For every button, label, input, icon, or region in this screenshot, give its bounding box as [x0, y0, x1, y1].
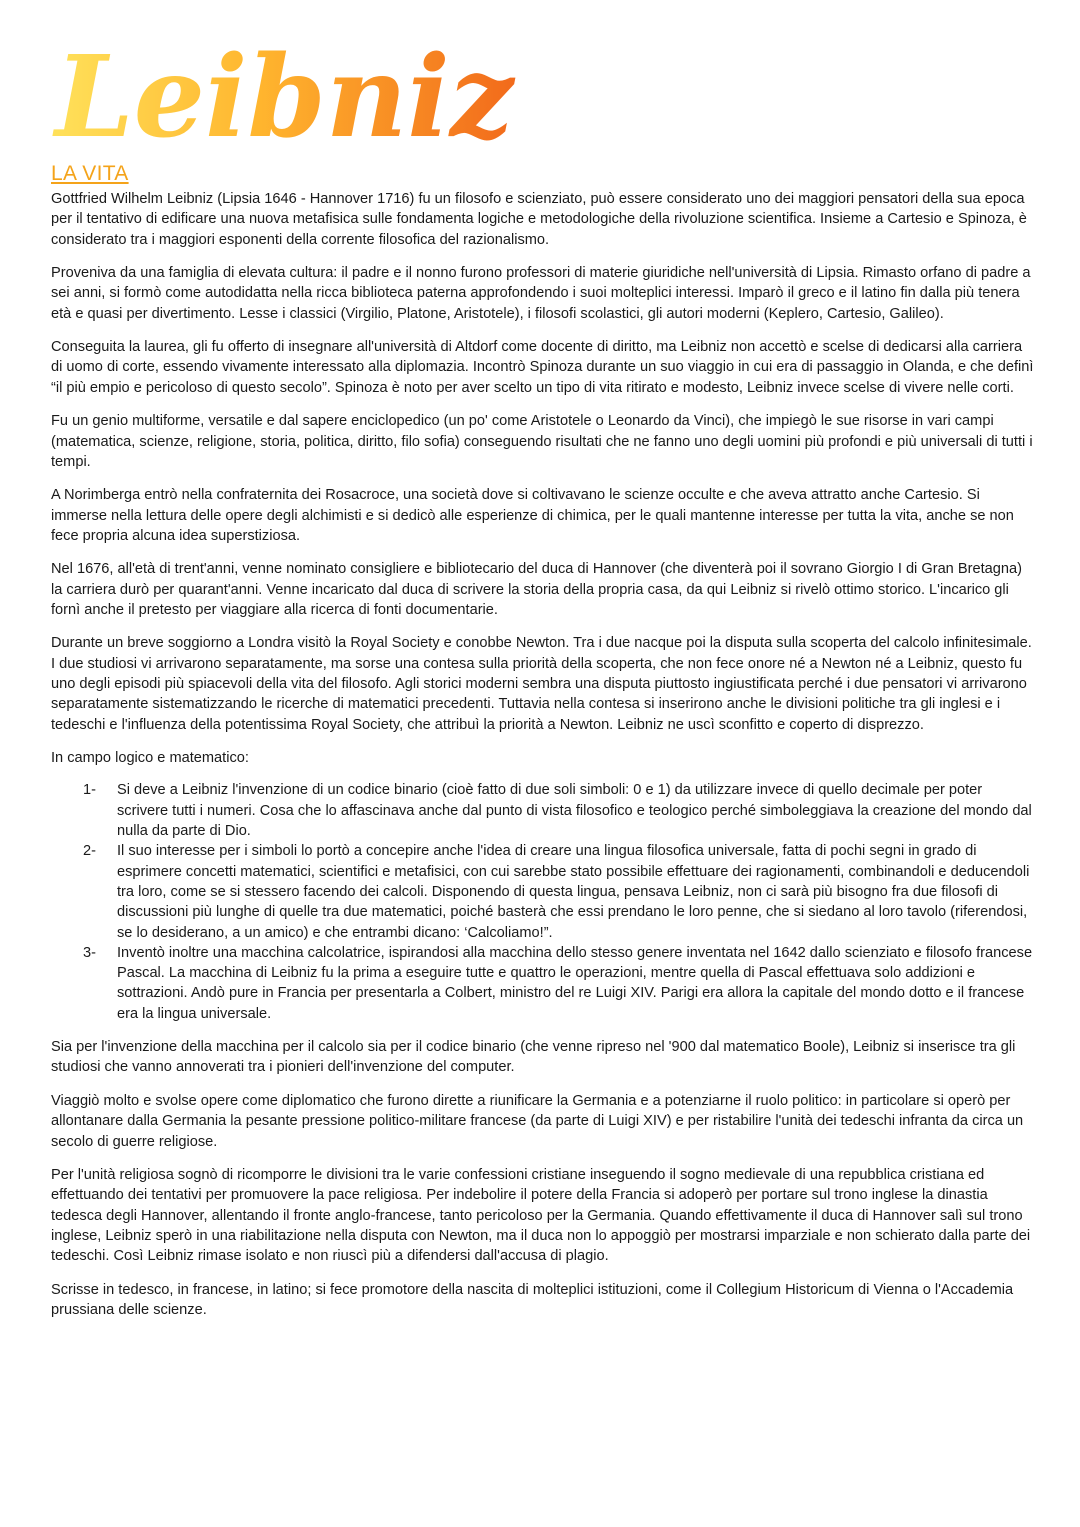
section-heading: LA VITA	[51, 162, 129, 185]
logo-text: Leibniz	[55, 32, 514, 163]
list-item-text: Il suo interesse per i simboli lo portò a concepire anche l'idea di creare una lingua filosofica universale, fatta di pochi segni in grado di esprimere concetti matematici, scientifici e metafisici, con cui sarebbe stato possibile effettuare dei ragionamenti, combinandoli e deducendoli tra loro, come se si stessero facendo dei calcoli. Disponendo di questa lingua, pensava Leibniz, non ci sarà più bisogno fra due filosofi di discussioni più lunghe di quelle tra due matematici, poiché basterà che essi prendano le loro penne, che si siedano al loro tavolo (riferendosi, se lo desiderano, a un amico) e che entrambi dicano: ‘Calcoliamo!”.	[117, 843, 1030, 941]
paragraph-genius: Fu un genio multiforme, versatile e dal sapere enciclopedico (un po' come Aristotele o Leonardo da Vinci), che impiegò le sue risorse in vari campi (matematica, scienze, religione, storia, politica, diritto, filo sofia) conseguendo risultati che ne fanno uno degli uomini più profondi e più universali di tutti i tempi.	[51, 413, 1033, 470]
leibniz-title-logo	[55, 28, 514, 168]
paragraph-career: Conseguita la laurea, gli fu offerto di insegnare all'università di Altdorf come docente di diritto, ma Leibniz non accettò e scelse di dedicarsi alla carriera di uomo di corte, essendo vivamente interessato alla diplomazia. Incontrò Spinoza durante un suo viaggio in cui era di passaggio in Olanda, e che definì “il più empio e pericoloso di questo secolo”. Spinoza è noto per aver scelto un tipo di vita ritirato e modesto, Leibniz invece scelse di vivere nelle corti.	[51, 339, 1034, 396]
list-item-text: Si deve a Leibniz l'invenzione di un codice binario (cioè fatto di due soli simboli: 0 e 1) da utilizzare invece di quello decimale per poter scrivere tutti i numeri. Cosa che lo affascinava anche dal punto di vista filosofico e teologico perché simboleggiava la creazione del mondo dal nulla da parte di Dio.	[117, 782, 1032, 840]
paragraph-list-intro: In campo logico e matematico:	[51, 750, 249, 767]
paragraph-diplomacy: Viaggiò molto e svolse opere come diplomatico che furono dirette a riunificare la Germania e a potenziarne il ruolo politico: in particolare si operò per allontanare dalla Germania la pesante pressione politico-militare francese (da parte di Luigi XIV) e per ristabilire l'unità dei tedeschi infranta da circa un secolo di guerre religiose.	[51, 1092, 1024, 1150]
paragraph-hannover: Nel 1676, all'età di trent'anni, venne nominato consigliere e bibliotecario del duca di Hannover (che diventerà poi il sovrano Giorgio I di Gran Bretagna) la carriera durò per quarant'anni. Venne incaricato dal duca di scrivere la storia della propria casa, da qui Leibniz si rivelò ottimo storico. L'incarico gli fornì anche il pretesto per viaggiare alla ricerca di fonti documentarie.	[51, 561, 1022, 618]
numbered-list	[51, 780, 1036, 1024]
list-item-number: 1-	[83, 782, 96, 799]
paragraph-religious-unity: Per l'unità religiosa sognò di ricomporre le divisioni tra le varie confessioni cristiane inseguendo il sogno medievale di una repubblica cristiana ed effettuando dei tentativi per promuovere la pace religiosa. Per indebolire il potere della Francia si adoperò per portare sul trono inglese la dinastia tedesca degli Hannover, allentando il fronte anglo-francese, tanto pericoloso per la Germania. Quando effettivamente il duca di Hannover salì sul trono inglese, Leibniz sperò in una riabilitazione nella disputa con Newton, ma il duca non lo appoggiò per mostrarsi imparziale e non schierato dalla parte dei tedeschi. Così Leibniz rimase isolato e non riuscì più a difendersi dall'accusa di plagio.	[51, 1167, 1031, 1265]
list-item	[51, 943, 1036, 1024]
logo-graphic	[55, 28, 514, 168]
list-item-number: 3-	[83, 944, 96, 961]
list-item-text: Inventò inoltre una macchina calcolatrice, ispirandosi alla macchina dello stesso genere inventata nel 1642 dallo scienziato e filosofo francese Pascal. La macchina di Leibniz fu la prima a eseguire tutte e quattro le operazioni, mentre quella di Pascal effettuava solo addizioni e sottrazioni. Andò pure in Francia per presentarla a Colbert, ministro del re Luigi XIV. Parigi era allora la capitale del mondo dotto e il francese era la lingua universale.	[117, 944, 1033, 1022]
paragraph-family: Proveniva da una famiglia di elevata cultura: il padre e il nonno furono professori di materie giuridiche nell'università di Lipsia. Rimasto orfano di padre a sei anni, si formò come autodidatta nella ricca biblioteca paterna approfondendo i suoi molteplici interessi. Imparò il greco e il latino fin dalla più tenera età e quasi per divertimento. Lesse i classici (Virgilio, Platone, Aristotele), i filosofi scolastici, gli autori moderni (Keplero, Cartesio, Galileo).	[51, 265, 1031, 322]
paragraph-computer: Sia per l'invenzione della macchina per il calcolo sia per il codice binario (che venne ripreso nel '900 dal matematico Boole), Leibniz si inserisce tra gli studiosi che vanno annoverati tra i pionieri dell'invenzione del computer.	[51, 1039, 1016, 1076]
paragraph-newton-dispute: Durante un breve soggiorno a Londra visitò la Royal Society e conobbe Newton. Tra i due nacque poi la disputa sulla scoperta del calcolo infinitesimale. I due studiosi vi arrivarono separatamente, ma sorse una contesa sulla priorità della scoperta, che non fece onore né a Newton né a Leibniz, questo fu uno degli episodi più spiacevoli della vita del filosofo. Agli storici moderni sembra una disputa piuttosto ingiustificata perché i due pensatori vi arrivarono separatamente sistematizzando le ricerche di matematici precedenti. Tuttavia nella contesa si inserirono anche le divisioni politiche tra gli inglesi e i tedeschi e l'influenza della potentissima Royal Society, che attribuì la priorità a Newton. Leibniz ne uscì sconfitto e coperto di disprezzo.	[51, 635, 1032, 733]
list-item	[51, 780, 1036, 841]
list-item	[51, 841, 1036, 942]
paragraph-institutions: Scrisse in tedesco, in francese, in latino; si fece promotore della nascita di molteplici istituzioni, come il Collegium Historicum di Vienna o l'Accademia prussiana delle scienze.	[51, 1281, 1014, 1319]
paragraph-rosacroce: A Norimberga entrò nella confraternita dei Rosacroce, una società dove si coltivavano le scienze occulte e che aveva attratto anche Cartesio. Si immerse nella lettura delle opere degli alchimisti e si dedicò alle esperienze di chimica, per le quali mantenne interesse per tutta la vita, anche se non fece propria alcuna idea superstiziosa.	[51, 487, 1014, 544]
list-item-number: 2-	[83, 843, 96, 860]
paragraph-intro: Gottfried Wilhelm Leibniz (Lipsia 1646 - Hannover 1716) fu un filosofo e scienziato, può essere considerato uno dei maggiori pensatori della sua epoca per il tentativo di edificare una nuova metafisica sulle fondamenta logiche e metodologiche della rivoluzione scientifica. Insieme a Cartesio e Spinoza, è considerato tra i maggiori esponenti della corrente filosofica del razionalismo.	[51, 191, 1027, 248]
document-body	[51, 189, 1036, 1334]
